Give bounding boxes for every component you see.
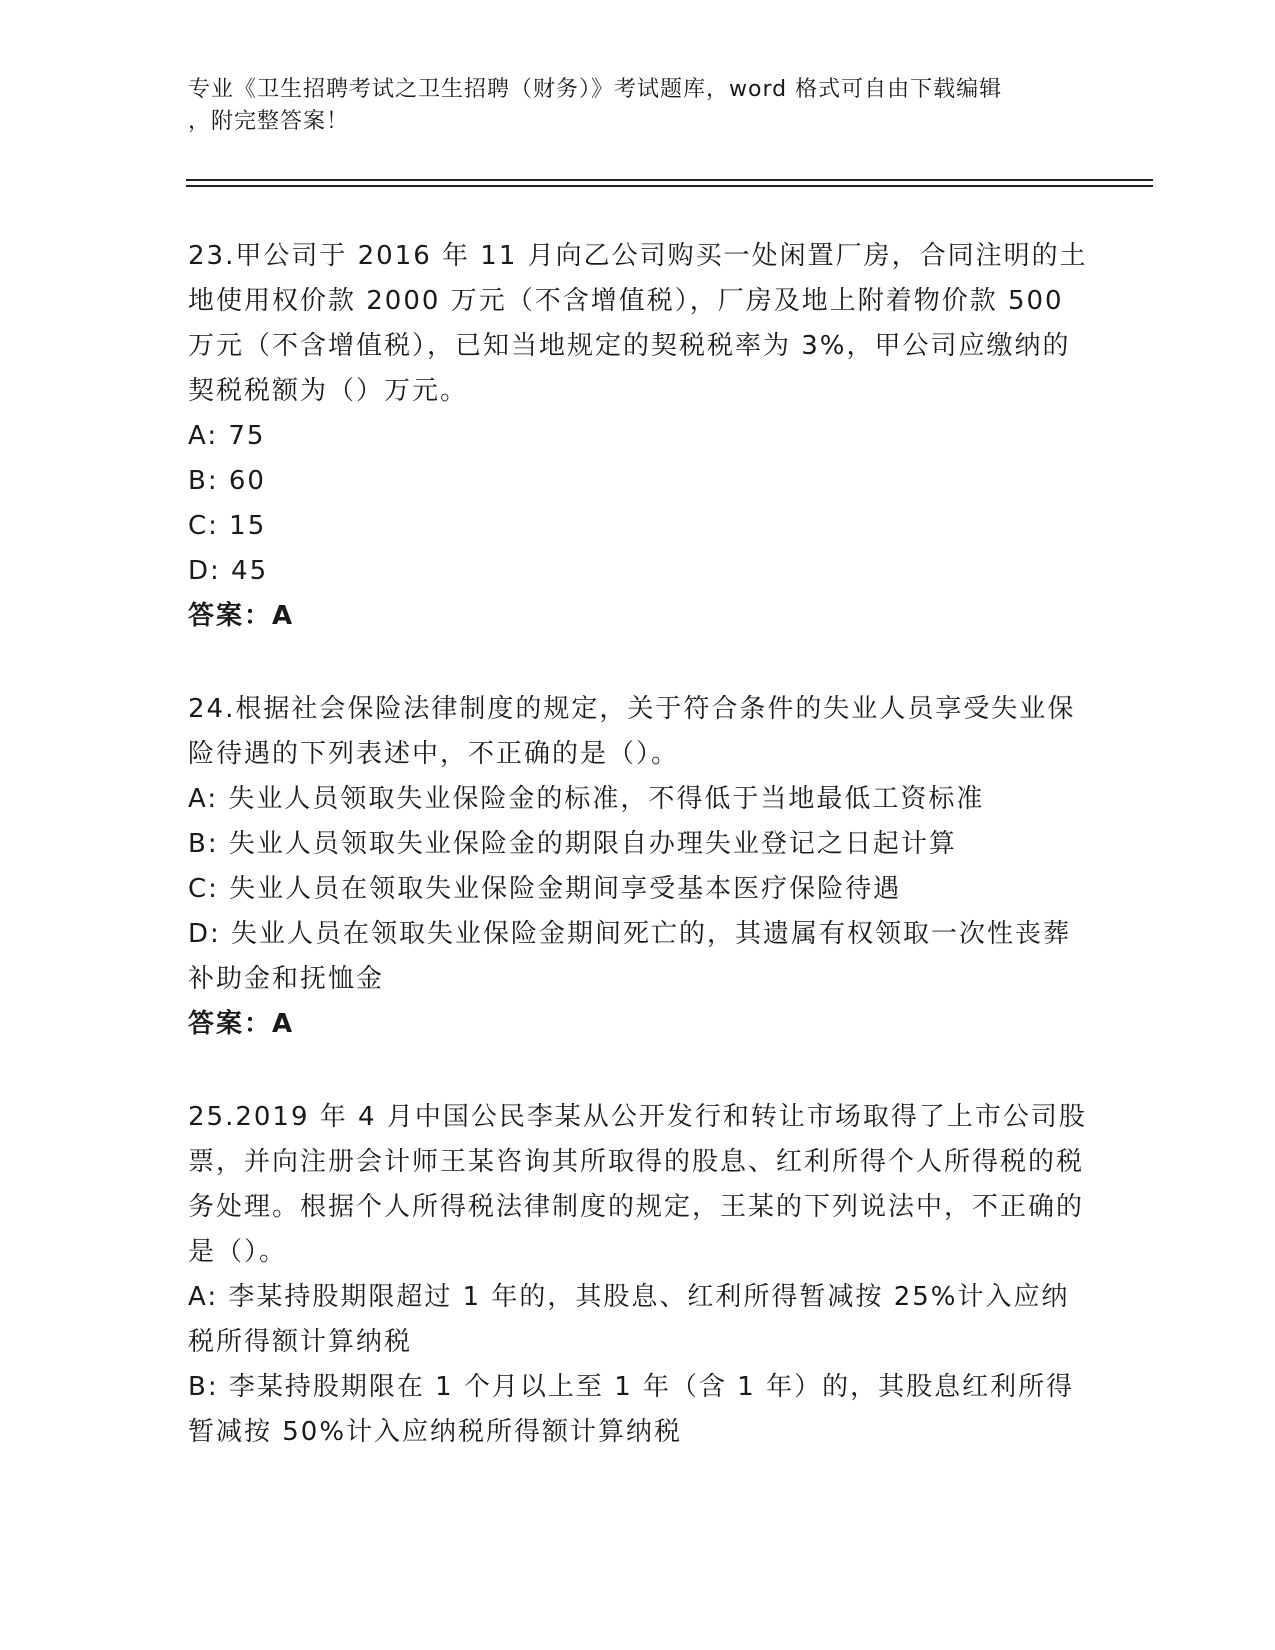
option-b: B: 李某持股期限在 1 个月以上至 1 年（含 1 年）的，其股息红利所得暂减按 50%计入应纳税所得额计算纳税 — [188, 1372, 1075, 1447]
option-d: D: 失业人员在领取失业保险金期间死亡的，其遗属有权领取一次性丧葬补助金和抚恤金 — [188, 919, 1072, 994]
header-divider-top — [186, 179, 1153, 181]
header-divider-bottom — [186, 185, 1153, 187]
header-line-2: ，附完整答案！ — [188, 109, 350, 134]
question-24 — [188, 687, 1088, 1047]
question-stem: 24.根据社会保险法律制度的规定，关于符合条件的失业人员享受失业保险待遇的下列表述中，不正确的是（）。 — [188, 694, 1076, 769]
option-a: A: 李某持股期限超过 1 年的，其股息、红利所得暂减按 25%计入应纳税所得额计算纳税 — [188, 1282, 1070, 1357]
header-line-1: 专业《卫生招聘考试之卫生招聘（财务）》考试题库，word 格式可自由下载编辑 — [188, 77, 1003, 102]
question-stem: 25.2019 年 4 月中国公民李某从公开发行和转让市场取得了上市公司股票，并向注册会计师王某咨询其所取得的股息、红利所得个人所得税的税务处理。根据个人所得税法律制度的规定，王某的下列说法中，不正确的是（）。 — [188, 1102, 1087, 1267]
option-b: B: 失业人员领取失业保险金的期限自办理失业登记之日起计算 — [188, 829, 957, 859]
document-header — [188, 74, 1078, 138]
question-25 — [188, 1095, 1088, 1455]
option-c: C: 15 — [188, 511, 267, 541]
option-d: D: 45 — [188, 556, 269, 586]
question-stem: 23.甲公司于 2016 年 11 月向乙公司购买一处闲置厂房，合同注明的土地使用权价款 2000 万元（不含增值税），厂房及地上附着物价款 500 万元（不含增值税），已知当地规定的契税税率为 3%，甲公司应缴纳的契税税额为（）万元。 — [188, 241, 1088, 406]
question-list — [188, 234, 1088, 1455]
question-spacer — [188, 639, 1088, 687]
option-a: A: 失业人员领取失业保险金的标准，不得低于当地最低工资标准 — [188, 784, 985, 814]
answer-label: 答案：A — [188, 601, 295, 631]
answer-label: 答案：A — [188, 1009, 295, 1039]
option-a: A: 75 — [188, 421, 266, 451]
question-spacer — [188, 1047, 1088, 1095]
option-c: C: 失业人员在领取失业保险金期间享受基本医疗保险待遇 — [188, 874, 902, 904]
option-b: B: 60 — [188, 466, 266, 496]
question-23 — [188, 234, 1088, 639]
